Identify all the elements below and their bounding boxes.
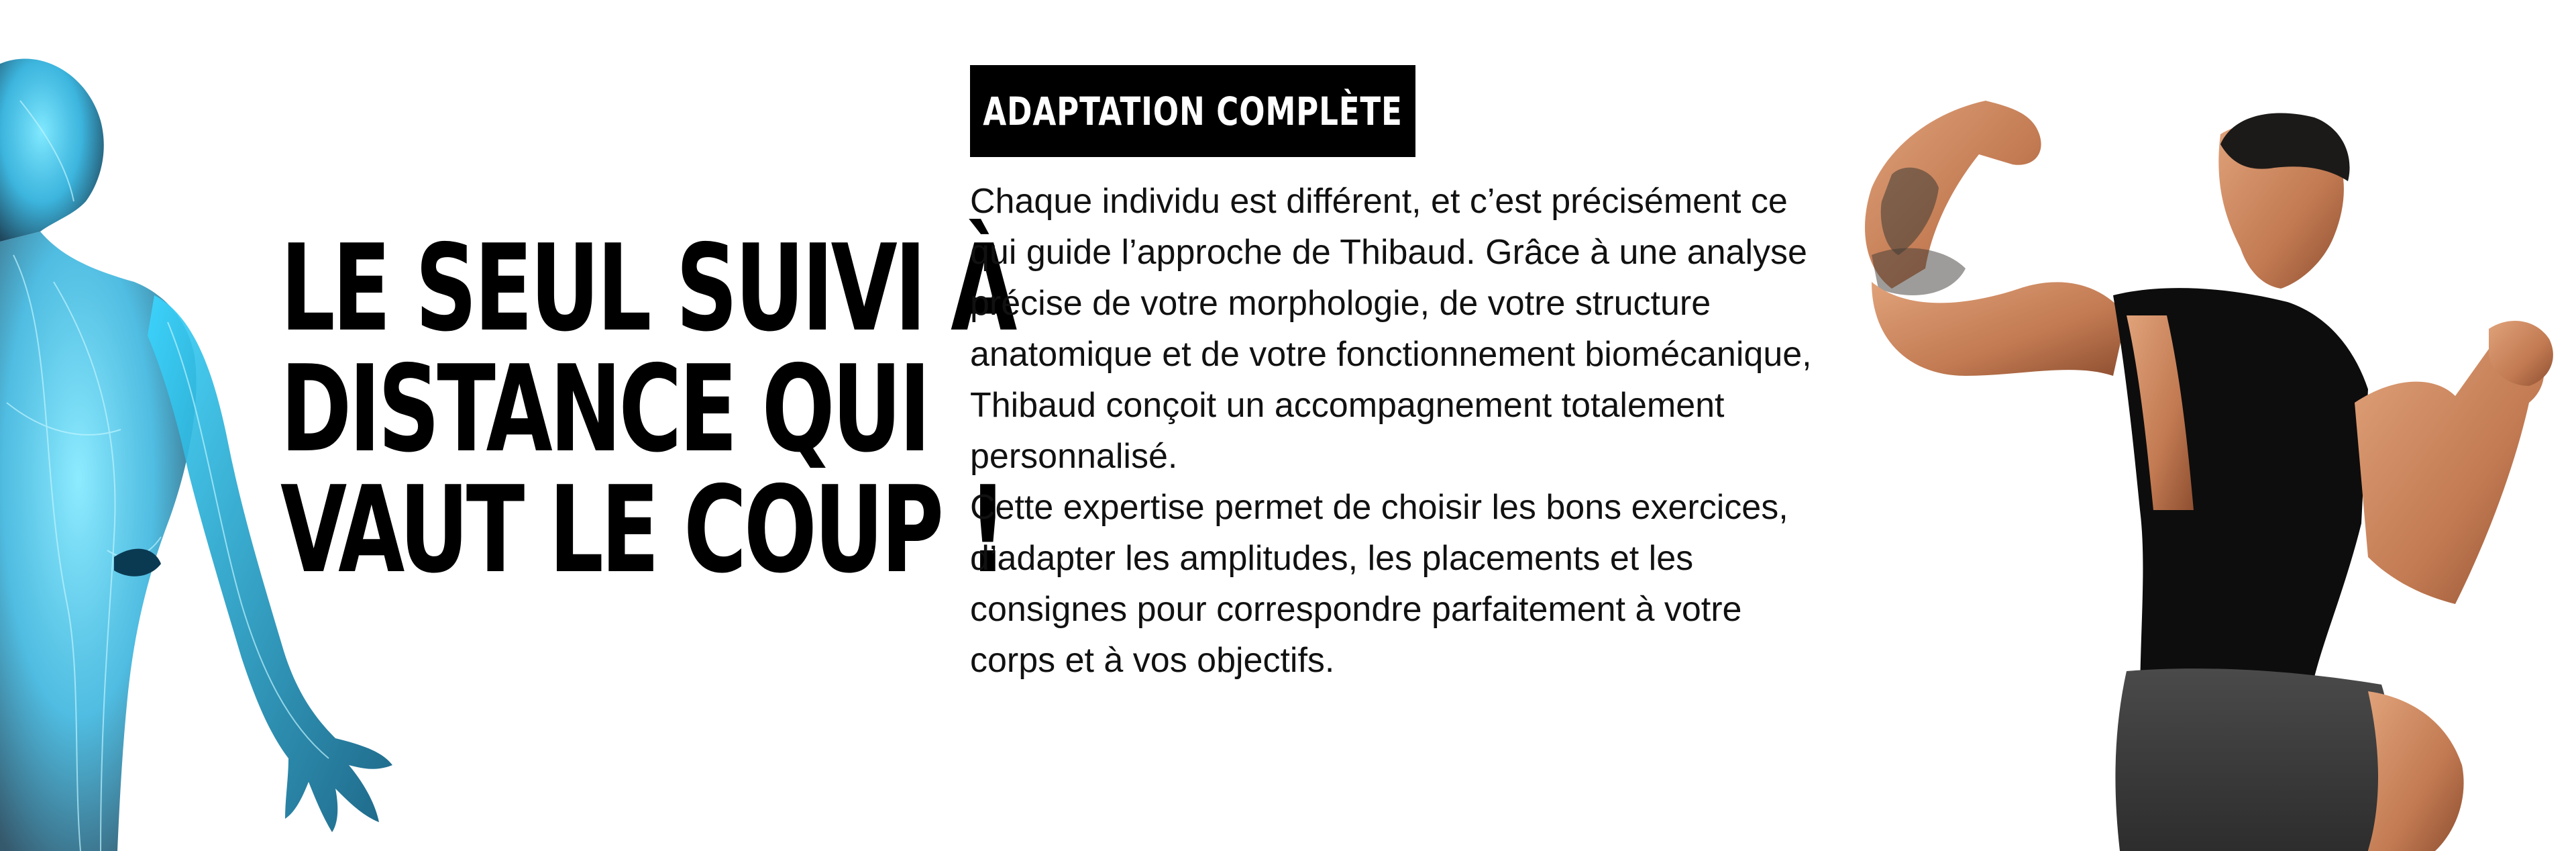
description bbox=[970, 176, 1815, 686]
headline-line-2: DISTANCE QUI bbox=[280, 340, 928, 479]
headline-line-1: LE SEUL SUIVI À bbox=[280, 219, 1014, 358]
headline-line-3: VAUT LE COUP ! bbox=[280, 460, 1005, 599]
description-paragraph-1: Chaque individu est différent, et c’est précisément ce qui guide l’approche de Thibaud. Grâce à une analyse précise de votre morphologie, de votre structure anatomique et de votre fonctionnement biomécanique, Thibaud conçoit un accompagnement totalement personnalisé. bbox=[970, 182, 1812, 476]
badge-label: ADAPTATION COMPLÈTE bbox=[983, 88, 1403, 134]
headline bbox=[280, 219, 1014, 599]
athlete-flexing-photo bbox=[1791, 0, 2576, 851]
section-badge bbox=[970, 65, 1415, 157]
description-paragraph-2: Cette expertise permet de choisir les bons exercices, d’adapter les amplitudes, les placements et les consignes pour correspondre parfaitement à votre corps et à vos objectifs. bbox=[970, 488, 1788, 680]
